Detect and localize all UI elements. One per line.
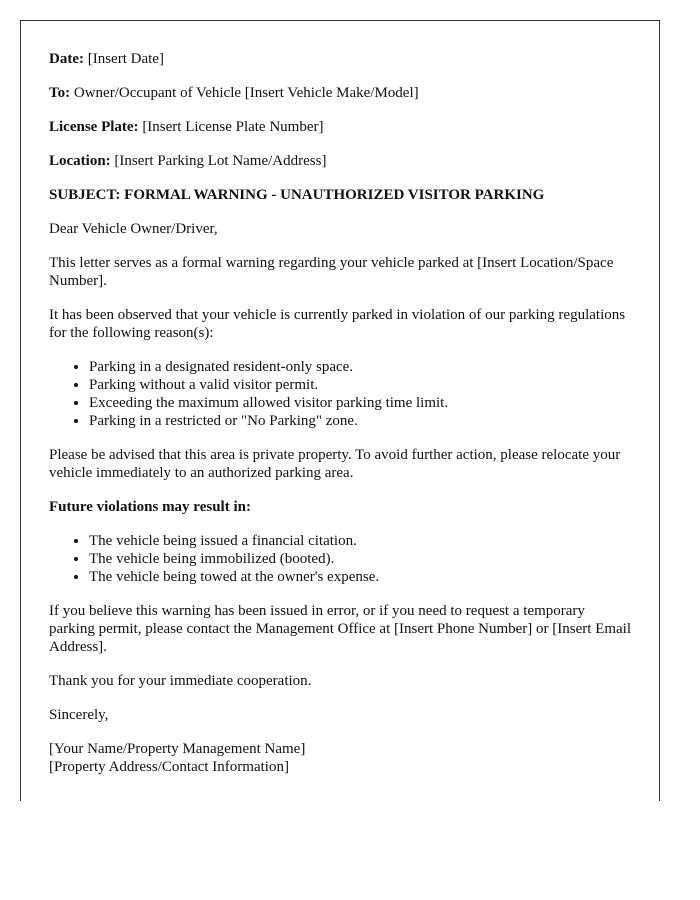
location-value: [Insert Parking Lot Name/Address] bbox=[114, 153, 327, 169]
list-item: • The vehicle being issued a financial citation. bbox=[89, 532, 631, 550]
thanks-paragraph: Thank you for your immediate cooperation. bbox=[49, 673, 312, 689]
list-item: • Parking without a valid visitor permit. bbox=[89, 376, 631, 394]
observation-paragraph: It has been observed that your vehicle is currently parked in violation of our parking regulations for the following reason(s): bbox=[49, 307, 626, 341]
license-plate-label: License Plate: bbox=[49, 119, 139, 135]
advisory-paragraph: Please be advised that this area is private property. To avoid further action, please relocate your vehicle immediately to an authorized parking area. bbox=[49, 447, 621, 481]
to-label: To: bbox=[49, 85, 71, 101]
consequences-list bbox=[49, 532, 631, 586]
list-item: • The vehicle being immobilized (booted). bbox=[89, 550, 631, 568]
list-item: • Exceeding the maximum allowed visitor parking time limit. bbox=[89, 394, 631, 412]
license-plate-value: [Insert License Plate Number] bbox=[142, 119, 324, 135]
list-item: • Parking in a restricted or "No Parking" zone. bbox=[89, 412, 631, 430]
salutation: Dear Vehicle Owner/Driver, bbox=[49, 221, 218, 237]
date-value: [Insert Date] bbox=[87, 51, 164, 67]
consequences-heading: Future violations may result in: bbox=[49, 499, 251, 515]
to-value: Owner/Occupant of Vehicle [Insert Vehicle Make/Model] bbox=[73, 85, 419, 101]
intro-paragraph: This letter serves as a formal warning regarding your vehicle parked at [Insert Location/Space Number]. bbox=[49, 255, 614, 289]
date-field bbox=[49, 50, 631, 68]
to-field bbox=[49, 84, 631, 102]
signature-block bbox=[49, 740, 631, 776]
date-label: Date: bbox=[49, 51, 84, 67]
violation-reasons-list bbox=[49, 358, 631, 430]
sign-off: Sincerely, bbox=[49, 707, 109, 723]
license-plate-field bbox=[49, 118, 631, 136]
sender-name: [Your Name/Property Management Name] bbox=[49, 741, 306, 757]
sender-address: [Property Address/Contact Information] bbox=[49, 759, 289, 775]
list-item: • Parking in a designated resident-only space. bbox=[89, 358, 631, 376]
list-item: • The vehicle being towed at the owner's expense. bbox=[89, 568, 631, 586]
subject-line: SUBJECT: FORMAL WARNING - UNAUTHORIZED VISITOR PARKING bbox=[49, 187, 545, 203]
location-field bbox=[49, 152, 631, 170]
warning-letter bbox=[20, 20, 660, 801]
contact-paragraph: If you believe this warning has been issued in error, or if you need to request a temporary parking permit, please contact the Management Office at [Insert Phone Number] or [Insert Email Address]. bbox=[49, 603, 632, 655]
location-label: Location: bbox=[49, 153, 111, 169]
